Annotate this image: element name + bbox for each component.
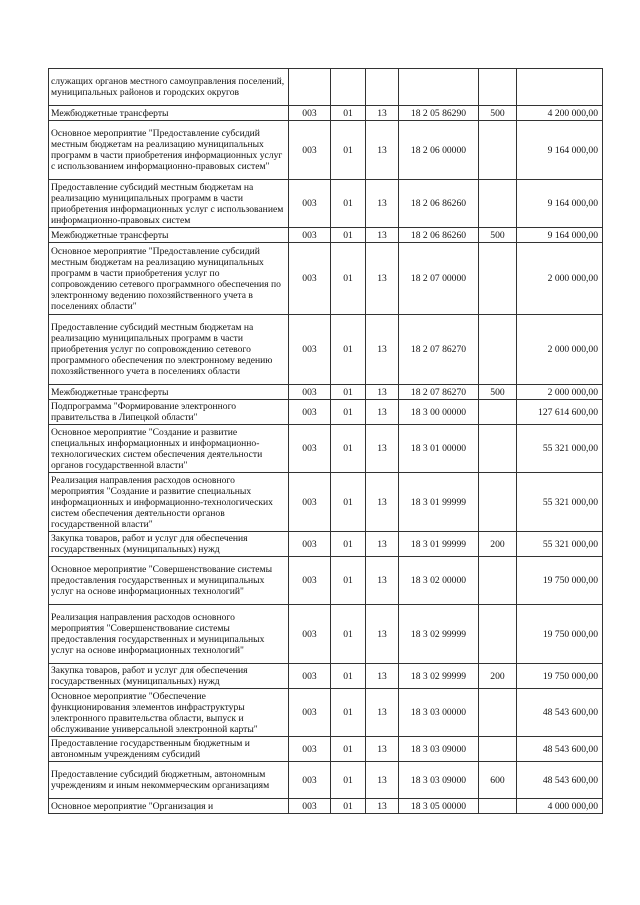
table-row <box>49 799 603 814</box>
row-section <box>331 69 366 106</box>
row-target-article: 18 2 07 86270 <box>399 385 479 400</box>
row-expense-type <box>479 473 517 532</box>
table-row <box>49 400 603 425</box>
row-amount: 55 321 000,00 <box>517 473 603 532</box>
row-expense-type: 500 <box>479 106 517 121</box>
row-subsection: 13 <box>366 799 399 814</box>
table-row <box>49 664 603 689</box>
row-expense-type <box>479 799 517 814</box>
row-section: 01 <box>331 243 366 315</box>
row-expense-type <box>479 180 517 228</box>
row-target-article: 18 3 03 09000 <box>399 737 479 762</box>
row-subsection <box>366 69 399 106</box>
row-admin-code: 003 <box>289 605 331 664</box>
row-name: Реализация направления расходов основного мероприятия "Создание и развитие специальных информационных и информационно-технологических систем обеспечения деятельности органов государственной власти" <box>49 473 289 532</box>
row-amount: 4 000 000,00 <box>517 799 603 814</box>
row-section: 01 <box>331 799 366 814</box>
row-expense-type: 500 <box>479 385 517 400</box>
table-row <box>49 180 603 228</box>
row-section: 01 <box>331 605 366 664</box>
row-target-article: 18 3 00 00000 <box>399 400 479 425</box>
table-row <box>49 425 603 473</box>
row-admin-code: 003 <box>289 799 331 814</box>
row-subsection: 13 <box>366 315 399 385</box>
table-row <box>49 605 603 664</box>
row-amount: 9 164 000,00 <box>517 180 603 228</box>
table-row <box>49 532 603 557</box>
row-amount: 2 000 000,00 <box>517 243 603 315</box>
row-section: 01 <box>331 121 366 180</box>
row-amount: 127 614 600,00 <box>517 400 603 425</box>
row-section: 01 <box>331 315 366 385</box>
row-admin-code: 003 <box>289 228 331 243</box>
row-target-article: 18 2 07 86270 <box>399 315 479 385</box>
row-name: Предоставление субсидий бюджетным, автономным учреждениям и иным некоммерческим организациям <box>49 762 289 799</box>
row-name: Предоставление субсидий местным бюджетам на реализацию муниципальных программ в части приобретения услуг по сопровождению сетевого программного обеспечения по электронному ведению похозяйственного учета в поселениях области <box>49 315 289 385</box>
table-row <box>49 689 603 737</box>
row-subsection: 13 <box>366 737 399 762</box>
row-expense-type: 500 <box>479 228 517 243</box>
row-target-article: 18 2 07 00000 <box>399 243 479 315</box>
table-row <box>49 121 603 180</box>
row-subsection: 13 <box>366 385 399 400</box>
row-target-article: 18 2 06 86260 <box>399 180 479 228</box>
row-amount: 48 543 600,00 <box>517 762 603 799</box>
row-section: 01 <box>331 557 366 605</box>
row-amount <box>517 69 603 106</box>
budget-table-body <box>49 69 603 814</box>
row-admin-code: 003 <box>289 689 331 737</box>
budget-table-page <box>48 68 602 814</box>
row-amount: 2 000 000,00 <box>517 385 603 400</box>
row-target-article <box>399 69 479 106</box>
table-row <box>49 69 603 106</box>
row-target-article: 18 3 02 99999 <box>399 605 479 664</box>
row-subsection: 13 <box>366 605 399 664</box>
row-name: Основное мероприятие "Организация и <box>49 799 289 814</box>
row-subsection: 13 <box>366 228 399 243</box>
row-subsection: 13 <box>366 243 399 315</box>
row-expense-type <box>479 243 517 315</box>
row-expense-type <box>479 605 517 664</box>
table-row <box>49 385 603 400</box>
row-target-article: 18 3 01 99999 <box>399 532 479 557</box>
row-admin-code: 003 <box>289 400 331 425</box>
table-row <box>49 473 603 532</box>
row-amount: 9 164 000,00 <box>517 121 603 180</box>
row-name: Закупка товаров, работ и услуг для обеспечения государственных (муниципальных) нужд <box>49 664 289 689</box>
row-name: Основное мероприятие "Совершенствование системы предоставления государственных и муниципальных услуг на основе информационных технологий" <box>49 557 289 605</box>
row-name: Межбюджетные трансферты <box>49 385 289 400</box>
row-name: Основное мероприятие "Создание и развитие специальных информационных и информационно-технологических систем обеспечения деятельности органов государственной власти" <box>49 425 289 473</box>
row-amount: 19 750 000,00 <box>517 664 603 689</box>
budget-table <box>48 68 603 814</box>
row-section: 01 <box>331 400 366 425</box>
row-expense-type: 200 <box>479 532 517 557</box>
row-name: Межбюджетные трансферты <box>49 106 289 121</box>
row-expense-type: 600 <box>479 762 517 799</box>
row-name: Предоставление государственным бюджетным и автономным учреждениям субсидий <box>49 737 289 762</box>
row-subsection: 13 <box>366 180 399 228</box>
row-target-article: 18 3 05 00000 <box>399 799 479 814</box>
row-section: 01 <box>331 425 366 473</box>
row-amount: 48 543 600,00 <box>517 689 603 737</box>
row-admin-code: 003 <box>289 425 331 473</box>
row-subsection: 13 <box>366 532 399 557</box>
row-target-article: 18 3 03 09000 <box>399 762 479 799</box>
table-row <box>49 228 603 243</box>
row-admin-code: 003 <box>289 664 331 689</box>
row-subsection: 13 <box>366 121 399 180</box>
row-amount: 55 321 000,00 <box>517 425 603 473</box>
row-subsection: 13 <box>366 106 399 121</box>
row-name: Основное мероприятие "Предоставление субсидий местным бюджетам на реализацию муниципальных программ в части приобретения услуг по сопровождению сетевого программного обеспечения по электронному ведению похозяйственного учета в поселениях области" <box>49 243 289 315</box>
row-amount: 19 750 000,00 <box>517 557 603 605</box>
row-subsection: 13 <box>366 689 399 737</box>
row-section: 01 <box>331 737 366 762</box>
row-expense-type <box>479 400 517 425</box>
row-section: 01 <box>331 532 366 557</box>
row-section: 01 <box>331 180 366 228</box>
row-amount: 9 164 000,00 <box>517 228 603 243</box>
row-target-article: 18 3 02 99999 <box>399 664 479 689</box>
row-expense-type <box>479 69 517 106</box>
row-amount: 4 200 000,00 <box>517 106 603 121</box>
row-admin-code: 003 <box>289 762 331 799</box>
row-section: 01 <box>331 664 366 689</box>
row-admin-code: 003 <box>289 180 331 228</box>
row-expense-type <box>479 121 517 180</box>
row-name: Основное мероприятие "Предоставление субсидий местным бюджетам на реализацию муниципальных программ в части приобретения информационных услуг с использованием информационно-правовых систем" <box>49 121 289 180</box>
row-target-article: 18 3 01 00000 <box>399 425 479 473</box>
row-admin-code: 003 <box>289 315 331 385</box>
row-name: Предоставление субсидий местным бюджетам на реализацию муниципальных программ в части приобретения информационных услуг с использованием информационно-правовых систем <box>49 180 289 228</box>
table-row <box>49 737 603 762</box>
row-expense-type: 200 <box>479 664 517 689</box>
row-name: Основное мероприятие "Обеспечение функционирования элементов инфраструктуры электронного правительства области, выпуск и обслуживание универсальной электронной карты" <box>49 689 289 737</box>
row-admin-code: 003 <box>289 243 331 315</box>
table-row <box>49 557 603 605</box>
row-admin-code: 003 <box>289 473 331 532</box>
row-section: 01 <box>331 228 366 243</box>
row-name: Реализация направления расходов основного мероприятия "Совершенствование системы предоставления государственных и муниципальных услуг на основе информационных технологий" <box>49 605 289 664</box>
row-target-article: 18 3 01 99999 <box>399 473 479 532</box>
row-target-article: 18 3 03 00000 <box>399 689 479 737</box>
row-subsection: 13 <box>366 400 399 425</box>
row-admin-code: 003 <box>289 385 331 400</box>
row-admin-code: 003 <box>289 737 331 762</box>
row-amount: 48 543 600,00 <box>517 737 603 762</box>
row-section: 01 <box>331 473 366 532</box>
row-admin-code: 003 <box>289 121 331 180</box>
row-expense-type <box>479 425 517 473</box>
row-subsection: 13 <box>366 473 399 532</box>
row-subsection: 13 <box>366 664 399 689</box>
row-expense-type <box>479 557 517 605</box>
row-subsection: 13 <box>366 762 399 799</box>
row-expense-type <box>479 315 517 385</box>
table-row <box>49 762 603 799</box>
row-section: 01 <box>331 689 366 737</box>
table-row <box>49 315 603 385</box>
row-name: Межбюджетные трансферты <box>49 228 289 243</box>
row-target-article: 18 3 02 00000 <box>399 557 479 605</box>
row-subsection: 13 <box>366 557 399 605</box>
row-admin-code: 003 <box>289 532 331 557</box>
row-amount: 2 000 000,00 <box>517 315 603 385</box>
row-section: 01 <box>331 762 366 799</box>
row-name: Закупка товаров, работ и услуг для обеспечения государственных (муниципальных) нужд <box>49 532 289 557</box>
row-name: Подпрограмма "Формирование электронного правительства в Липецкой области" <box>49 400 289 425</box>
table-row <box>49 106 603 121</box>
row-target-article: 18 2 06 00000 <box>399 121 479 180</box>
table-row <box>49 243 603 315</box>
row-section: 01 <box>331 106 366 121</box>
row-amount: 55 321 000,00 <box>517 532 603 557</box>
row-target-article: 18 2 05 86290 <box>399 106 479 121</box>
row-target-article: 18 2 06 86260 <box>399 228 479 243</box>
row-expense-type <box>479 737 517 762</box>
row-amount: 19 750 000,00 <box>517 605 603 664</box>
row-admin-code: 003 <box>289 106 331 121</box>
row-admin-code <box>289 69 331 106</box>
row-admin-code: 003 <box>289 557 331 605</box>
row-name: служащих органов местного самоуправления поселений, муниципальных районов и городских округов <box>49 69 289 106</box>
row-expense-type <box>479 689 517 737</box>
row-section: 01 <box>331 385 366 400</box>
row-subsection: 13 <box>366 425 399 473</box>
